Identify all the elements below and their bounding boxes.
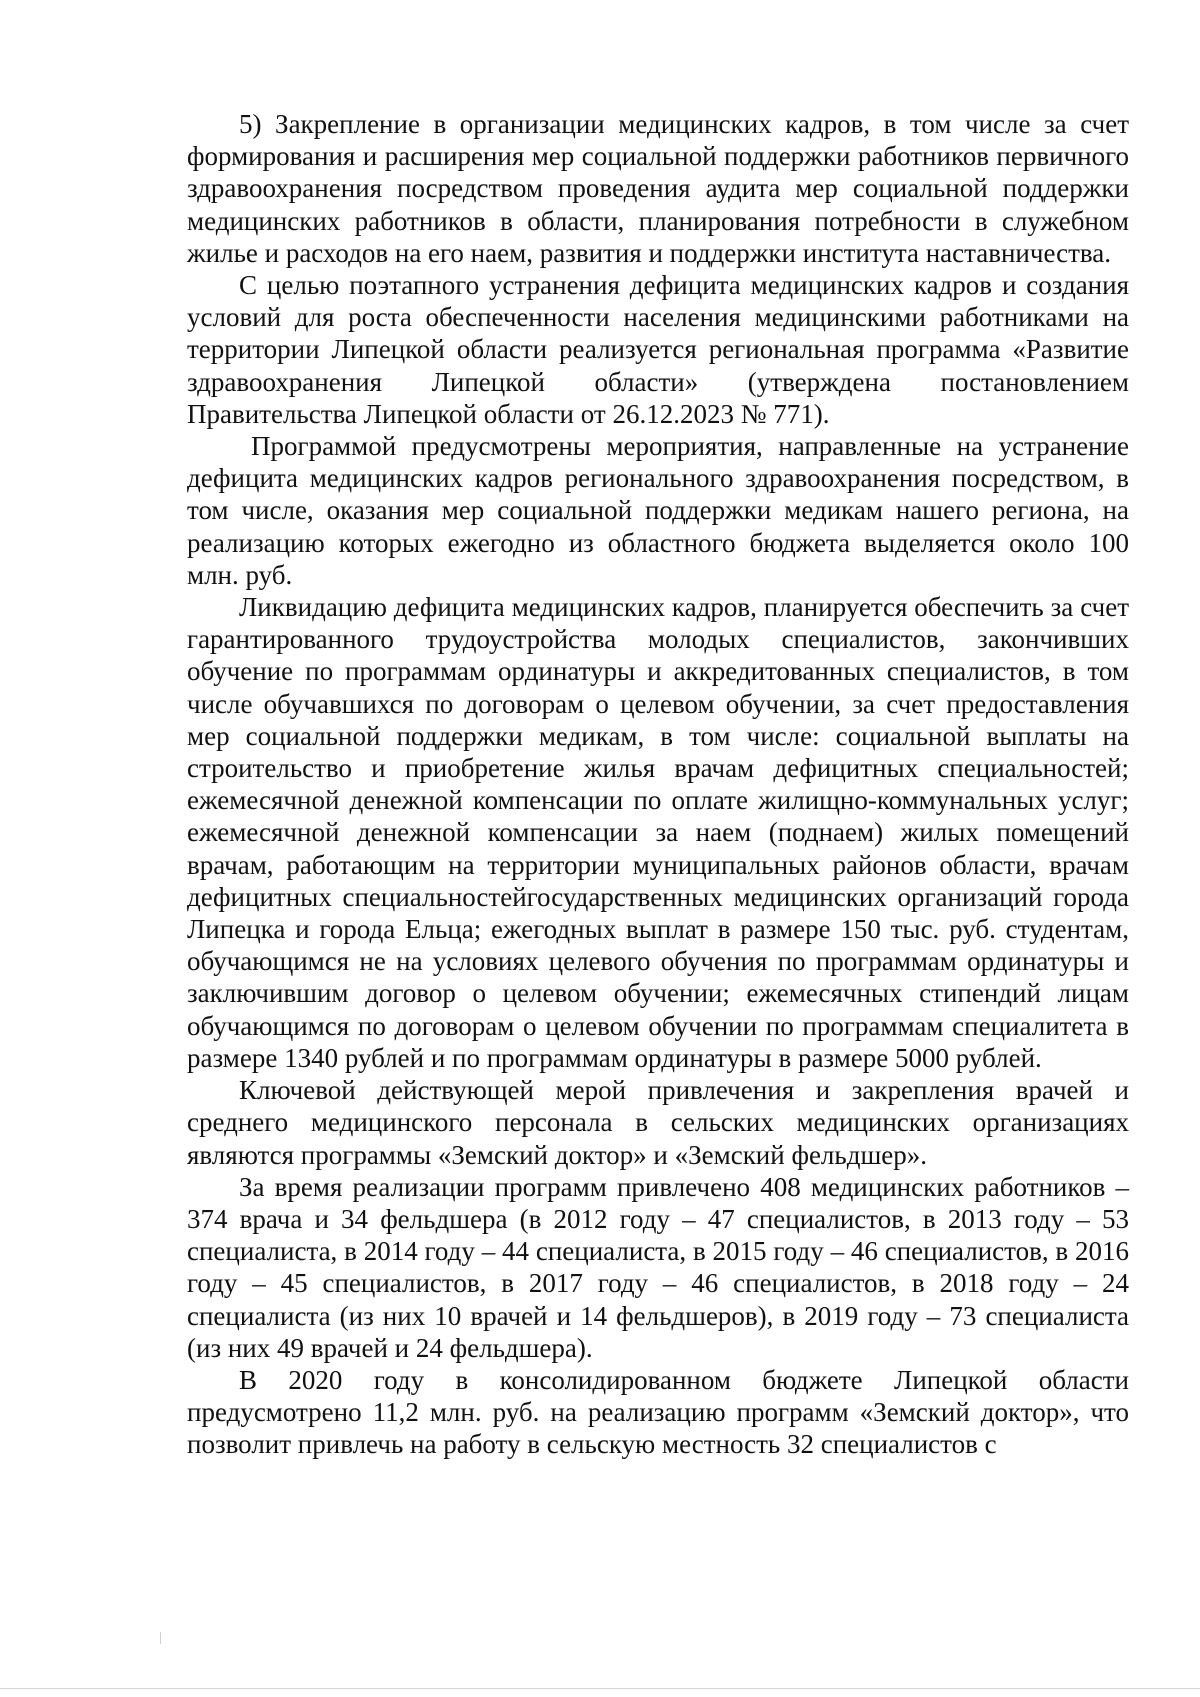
paragraph-deficit-elimination: Ликвидацию дефицита медицинских кадров, планируется обеспечить за счет гарантированного трудоустройства молодых специалистов, закончивших обучение по программам ординатуры и аккредитованных специалистов, в том числе обучавшихся по договорам о целевом обучении, за счет предоставления мер социальной поддержки медикам, в том числе: социальной выплаты на строительство и приобретение жилья врачам дефицитных специальностей; ежемесячной денежной компенсации по оплате жилищно-коммунальных услуг; ежемесячной денежной компенсации за наем (поднаем) жилых помещений врачам, работающим на территории муниципальных районов области, врачам дефицитных специальностейгосударственных медицинских организаций города Липецка и города Ельца; ежегодных выплат в размере 150 тыс. руб. студентам, обучающимся не на условиях целевого обучения по программам ординатуры и заключившим договор о целевом обучении; ежемесячных стипендий лицам обучающимся по договорам о целевом обучении по программам специалитета в размере 1340 рублей и по программам ординатуры в размере 5000 рублей. xyxy=(187,592,1129,1073)
paragraph-2020-budget: В 2020 году в консолидированном бюджете Липецкой области предусмотрено 11,2 млн. руб. на реализацию программ «Земский доктор», что позволит привлечь на работу в сельскую местность 32 специалистов с xyxy=(187,1364,1129,1460)
scan-edge-line xyxy=(0,1688,1200,1689)
scan-speck xyxy=(160,1632,161,1644)
paragraph-regional-program: С целью поэтапного устранения дефицита медицинских кадров и создания условий для роста обеспеченности населения медицинскими работниками на территории Липецкой области реализуется региональная программа «Развитие здравоохранения Липецкой области» (утверждена постановлением Правительства Липецкой области от 26.12.2023 № 771). xyxy=(187,270,1129,429)
paragraph-program-measures: Программой предусмотрены мероприятия, направленные на устранение дефицита медицинских кадров регионального здравоохранения посредством, в том числе, оказания мер социальной поддержки медикам нашего региона, на реализацию которых ежегодно из областного бюджета выделяется около 100 млн. руб. xyxy=(187,431,1129,590)
document-body xyxy=(187,108,1129,1461)
paragraph-zemsky-programs: Ключевой действующей мерой привлечения и закрепления врачей и среднего медицинского персонала в сельских медицинских организациях являются программы «Земский доктор» и «Земский фельдшер». xyxy=(187,1075,1129,1170)
paragraph-staff-retention: 5) Закрепление в организации медицинских кадров, в том числе за счет формирования и расширения мер социальной поддержки работников первичного здравоохранения посредством проведения аудита мер социальной поддержки медицинских работников в области, планирования потребности в служебном жилье и расходов на его наем, развития и поддержки института наставничества. xyxy=(187,109,1129,268)
paragraph-recruitment-stats: За время реализации программ привлечено 408 медицинских работников – 374 врача и 34 фельдшера (в 2012 году – 47 специалистов, в 2013 году – 53 специалиста, в 2014 году – 44 специалиста, в 2015 году – 46 специалистов, в 2016 году – 45 специалистов, в 2017 году – 46 специалистов, в 2018 году – 24 специалиста (из них 10 врачей и 14 фельдшеров), в 2019 году – 73 специалиста (из них 49 врачей и 24 фельдшера). xyxy=(187,1171,1129,1363)
